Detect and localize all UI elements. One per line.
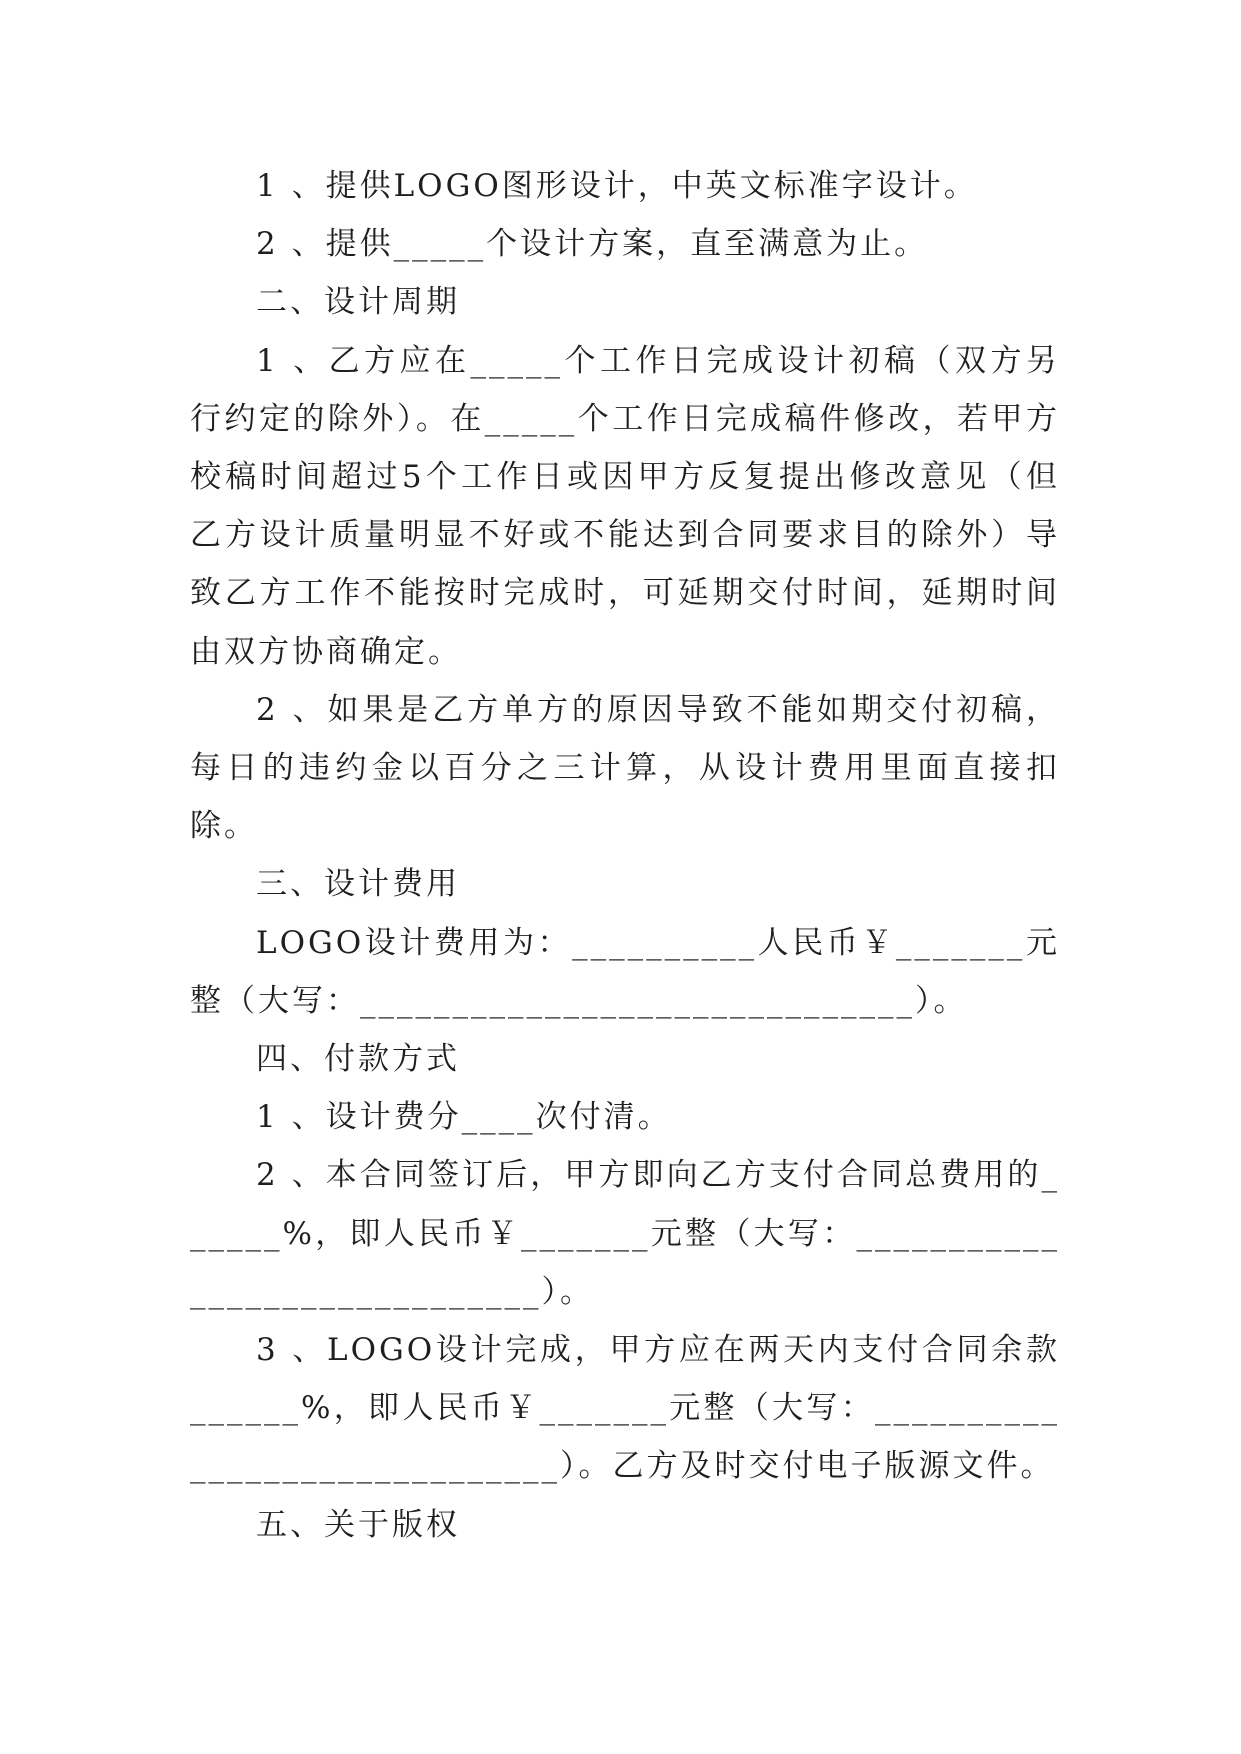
clause-4-3: 3 、LOGO设计完成，甲方应在两天内支付合同余款______%，即人民币￥_______元整（大写：______________________________）。乙方及时交付电子版源文件。 (190, 1332, 1060, 1485)
clause-4-2: 2 、本合同签订后，甲方即向乙方支付合同总费用的______%，即人民币￥_______元整（大写：______________________________）。 (190, 1157, 1060, 1310)
clause-2-1: 1 、乙方应在_____个工作日完成设计初稿（双方另行约定的除外）。在_____个工作日完成稿件修改，若甲方校稿时间超过5个工作日或因甲方反复提出修改意见（但乙方设计质量明显不好或不能达到合同要求目的除外）导致乙方工作不能按时完成时，可延期交付时间，延期时间由双方协商确定。 (190, 342, 1060, 670)
clause-1-2: 2 、提供_____个设计方案，直至满意为止。 (256, 226, 929, 263)
section-heading-copyright: 五、关于版权 (256, 1506, 460, 1543)
section-heading-payment-method: 四、付款方式 (256, 1041, 460, 1078)
clause-4-1: 1 、设计费分____次付清。 (256, 1099, 672, 1136)
clause-2-2: 2 、如果是乙方单方的原因导致不能如期交付初稿，每日的违约金以百分之三计算，从设计费用里面直接扣除。 (190, 691, 1060, 845)
section-heading-design-cycle: 二、设计周期 (256, 284, 460, 321)
clause-1-1: 1 、提供LOGO图形设计，中英文标准字设计。 (256, 168, 978, 204)
section-heading-design-fee: 三、设计费用 (256, 866, 460, 903)
document-body (190, 157, 1060, 1554)
clause-3-fee: LOGO设计费用为：__________人民币￥_______元整（大写：______________________________）。 (190, 924, 1060, 1019)
